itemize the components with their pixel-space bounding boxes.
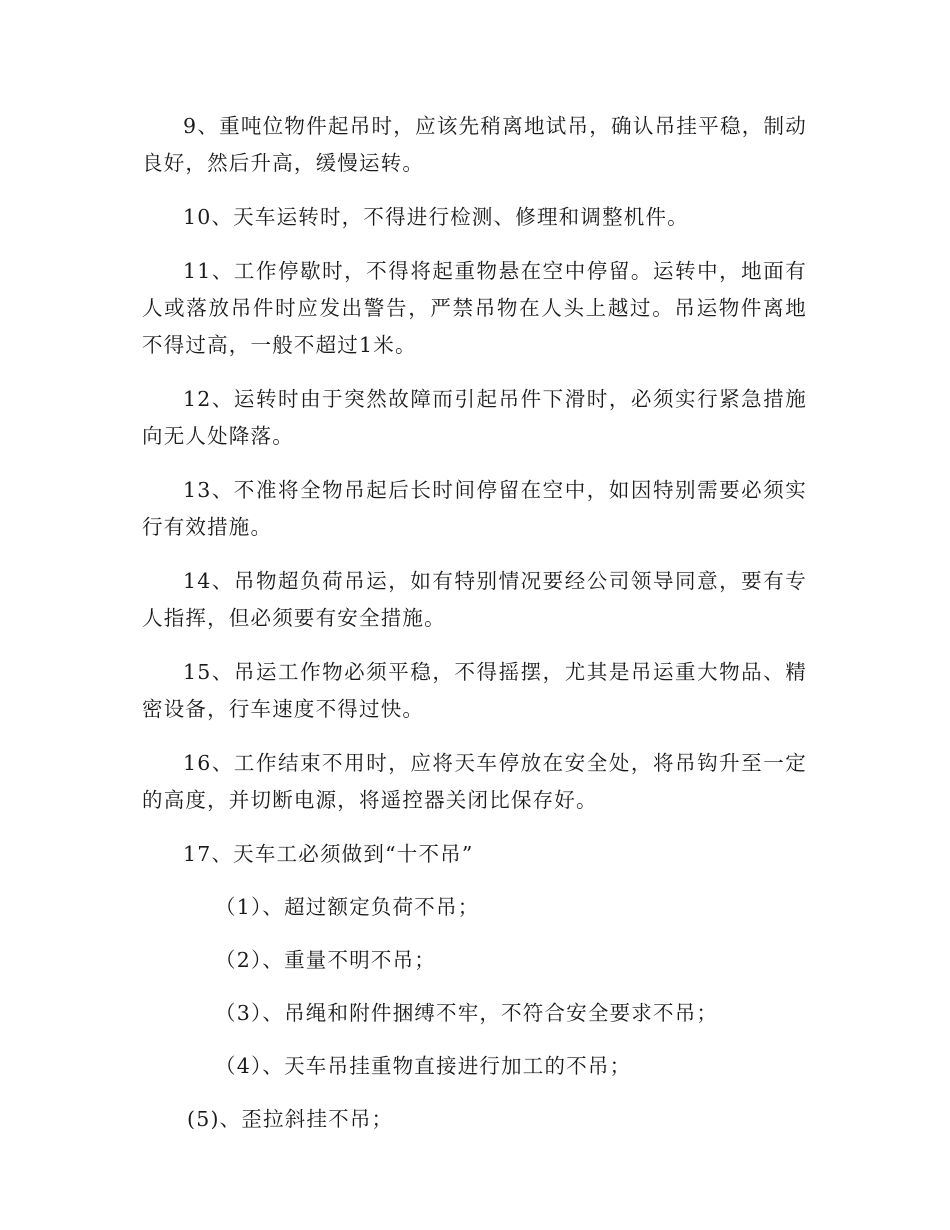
paragraph-12: 12、运转时由于突然故障而引起吊件下滑时，必须实行紧急措施向无人处降落。 [142,387,807,448]
sub-item-4: （4）、天车吊挂重物直接进行加工的不吊； [215,1054,632,1078]
paragraph-16: 16、工作结束不用时，应将天车停放在安全处，将吊钩升至一定的高度，并切断电源，将遥控器关闭比保存好。 [142,751,807,812]
paragraph-9: 9、重吨位物件起吊时，应该先稍离地试吊，确认吊挂平稳，制动良好，然后升高，缓慢运转。 [142,114,807,175]
sub-item-5: (5)、歪拉斜挂不吊； [187,1107,394,1131]
paragraph-11: 11、工作停歇时，不得将起重物悬在空中停留。运转中，地面有人或落放吊件时应发出警告，严禁吊物在人头上越过。吊运物件离地不得过高，一般不超过1米。 [142,259,807,357]
sub-item-2: （2）、重量不明不吊； [215,948,436,972]
sub-item-3: （3）、吊绳和附件捆缚不牢，不符合安全要求不吊； [215,1001,719,1025]
paragraph-14: 14、吊物超负荷吊运，如有特别情况要经公司领导同意，要有专人指挥，但必须要有安全措施。 [142,569,807,630]
paragraph-17: 17、天车工必须做到“十不吊” [183,842,474,866]
sub-item-1: （1）、超过额定负荷不吊； [215,895,480,919]
paragraph-13: 13、不准将全物吊起后长时间停留在空中，如因特别需要必须实行有效措施。 [142,478,807,539]
document-body [142,108,807,1154]
paragraph-15: 15、吊运工作物必须平稳，不得摇摆，尤其是吊运重大物品、精密设备，行车速度不得过快。 [142,660,807,721]
paragraph-10: 10、天车运转时，不得进行检测、修理和调整机件。 [183,205,689,229]
